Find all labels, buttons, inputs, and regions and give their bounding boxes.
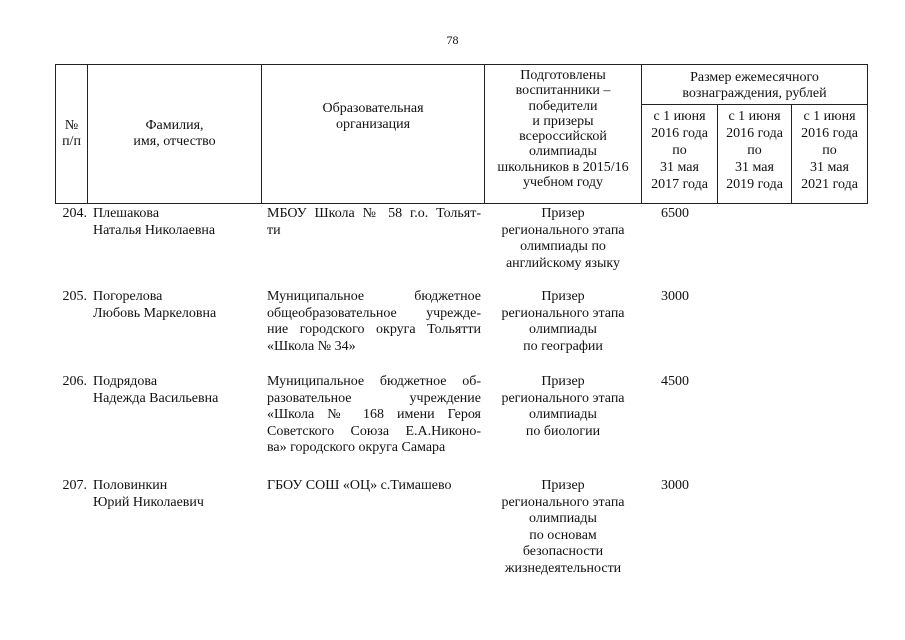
row-achievement: [487, 374, 639, 440]
header-period-2021: [792, 105, 867, 203]
header-award-title: [642, 65, 867, 105]
row-person-name: [93, 374, 263, 407]
org-line: «Школа № 168 имени Героя: [267, 407, 481, 422]
header-prepared-line: олимпиады: [529, 144, 597, 160]
name-line: Наталья Николаевна: [93, 222, 216, 238]
header-prepared-line: победители: [528, 98, 598, 114]
name-line: Подрядова: [93, 374, 158, 389]
org-line: Муниципальное бюджетное об-: [267, 374, 481, 389]
row-amount: 3000: [661, 289, 689, 304]
row-number: 205.: [62, 289, 87, 304]
org-line: общеобразовательное учрежде-: [267, 305, 481, 321]
row-achievement: [487, 206, 639, 272]
page-number: 78: [446, 33, 459, 47]
header-name-column: [88, 65, 262, 203]
org-line: ние городского округа Тольятти: [267, 322, 481, 337]
org-line: Советского Союза Е.А.Никоно-: [267, 423, 481, 439]
period-line: 31 мая: [810, 160, 849, 175]
row-organization: [267, 289, 481, 355]
row-number: 206.: [62, 374, 87, 389]
header-number-line: №: [64, 118, 79, 133]
period-line: с 1 июня: [653, 109, 706, 124]
period-line: 2016 года: [651, 126, 708, 141]
achievement-line: регионального этапа: [501, 222, 625, 238]
period-line: 31 мая: [660, 160, 699, 175]
achievement-line: Призер: [541, 478, 585, 493]
name-line: Надежда Васильевна: [93, 390, 219, 406]
achievement-line: по биологии: [525, 423, 601, 439]
row-organization: [267, 374, 481, 457]
header-name-line: Фамилия,: [145, 118, 204, 133]
row-achievement: [487, 289, 639, 355]
row-amount: 6500: [661, 206, 689, 221]
row-person-name: [93, 478, 263, 511]
header-number-column: [56, 65, 88, 203]
org-line: «Школа № 34»: [267, 338, 356, 354]
achievement-line: жизнедеятельности: [504, 560, 622, 576]
period-line: 2016 года: [801, 126, 858, 141]
achievement-line: по географии: [523, 338, 603, 354]
header-prepared-line: школьников в 2015/16: [497, 159, 629, 175]
org-line: ГБОУ СОШ «ОЦ» с.Тимашево: [267, 478, 452, 493]
row-person-name: [93, 289, 263, 322]
row-organization: [267, 478, 481, 495]
row-organization: [267, 206, 481, 239]
org-line: ти: [267, 222, 281, 238]
header-period-2019: [718, 105, 792, 203]
header-prepared-line: Подготовлены: [520, 68, 606, 83]
header-prepared-column: [485, 65, 642, 203]
achievement-line: олимпиады: [529, 511, 597, 526]
achievement-line: Призер: [541, 289, 585, 304]
header-name-line: имя, отчество: [133, 134, 216, 149]
org-line: МБОУ Школа № 58 г.о. Тольят-: [267, 206, 481, 221]
period-line: по: [822, 143, 837, 158]
org-line: разовательное учреждение: [267, 390, 481, 406]
period-line: с 1 июня: [803, 109, 856, 124]
achievement-line: по основам: [529, 527, 597, 543]
achievement-line: регионального этапа: [501, 390, 625, 406]
header-prepared-line: учебном году: [522, 175, 604, 191]
achievement-line: английскому языку: [505, 255, 621, 271]
achievement-line: регионального этапа: [501, 494, 625, 510]
row-amount: 3000: [661, 478, 689, 493]
org-line: Муниципальное бюджетное: [267, 289, 481, 304]
name-line: Юрий Николаевич: [93, 494, 204, 510]
period-line: 2019 года: [726, 177, 783, 192]
header-number-line: п/п: [62, 134, 81, 149]
header-org-line: организация: [335, 117, 411, 132]
header-org-line: Образовательная: [322, 101, 424, 116]
row-amount: 4500: [661, 374, 689, 389]
period-line: по: [747, 143, 762, 158]
achievement-line: регионального этапа: [501, 305, 625, 321]
achievement-line: олимпиады: [529, 322, 597, 337]
period-line: 31 мая: [735, 160, 774, 175]
header-prepared-line: воспитанники –: [515, 83, 611, 99]
period-line: 2016 года: [726, 126, 783, 141]
period-line: по: [672, 143, 687, 158]
row-person-name: [93, 206, 263, 239]
period-line: с 1 июня: [728, 109, 781, 124]
header-organization-column: [262, 65, 485, 203]
row-number: 207.: [62, 478, 87, 493]
header-award-column: [642, 65, 867, 203]
row-number: 204.: [62, 206, 87, 221]
achievement-line: олимпиады: [529, 407, 597, 422]
row-achievement: [487, 478, 639, 577]
name-line: Любовь Маркеловна: [93, 305, 217, 321]
achievement-line: Призер: [541, 206, 585, 221]
name-line: Половинкин: [93, 478, 168, 493]
header-prepared-line: всероссийской: [519, 129, 607, 145]
achievement-line: Призер: [541, 374, 585, 389]
header-period-2017: [642, 105, 718, 203]
header-award-title-line: вознаграждения, рублей: [682, 85, 827, 101]
period-line: 2017 года: [651, 177, 708, 192]
name-line: Погорелова: [93, 289, 163, 304]
period-line: 2021 года: [801, 177, 858, 192]
achievement-line: олимпиады по: [520, 239, 606, 254]
table-header: [55, 64, 868, 204]
header-award-title-line: Размер ежемесячного: [690, 69, 819, 85]
achievement-line: безопасности: [522, 544, 604, 559]
header-prepared-line: и призеры: [532, 113, 594, 129]
org-line: ва» городского округа Самара: [267, 440, 446, 455]
name-line: Плешакова: [93, 206, 160, 221]
